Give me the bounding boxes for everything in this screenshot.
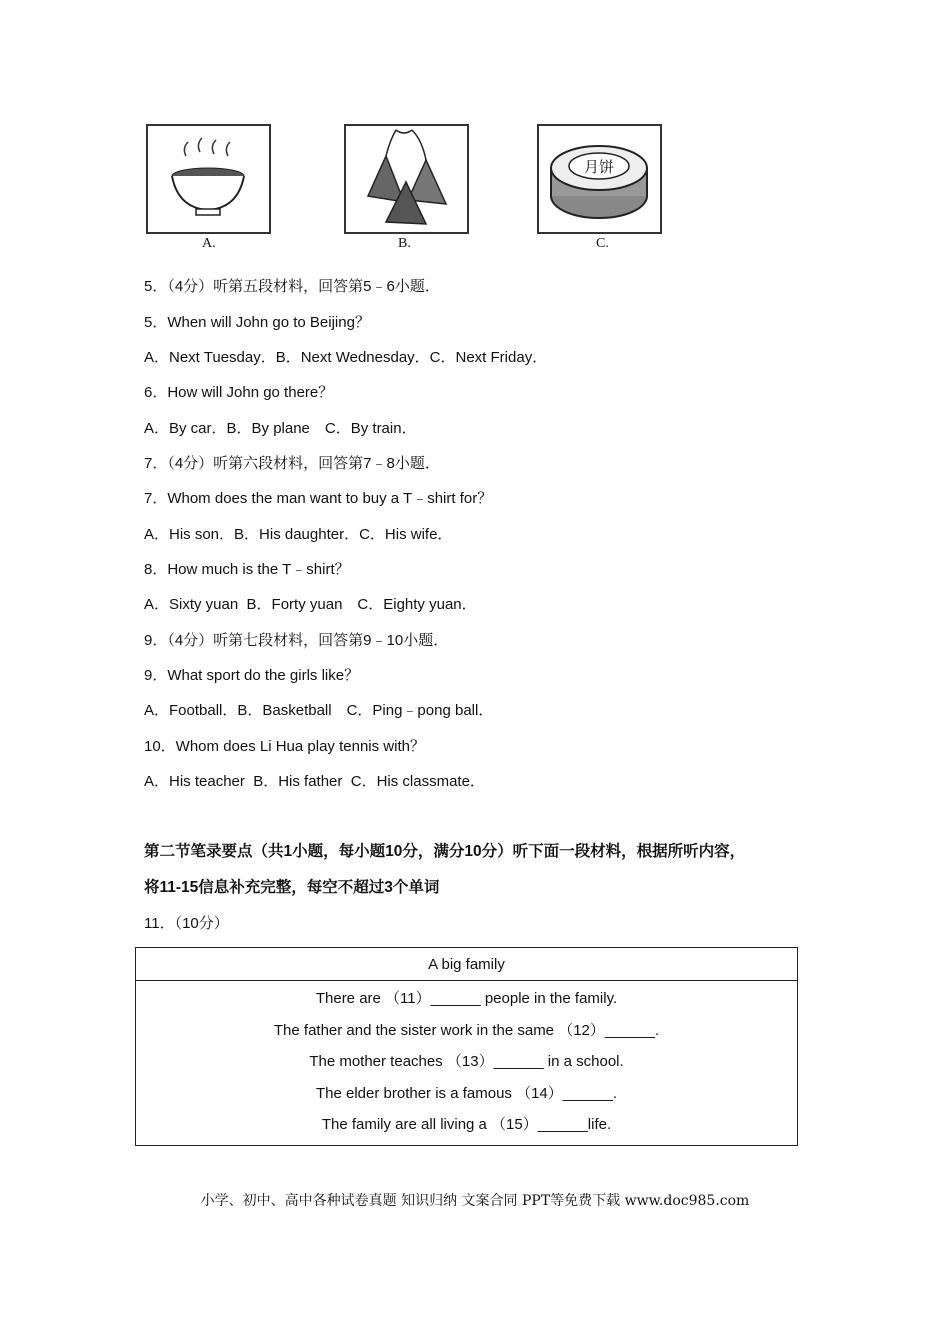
part5-instruction: 5．（4分）听第五段材料，回答第5﹣6小题． bbox=[144, 278, 440, 295]
question-8: 8．How much is the T﹣shirt？ bbox=[144, 561, 350, 578]
table-title: A big family bbox=[136, 948, 798, 981]
picture-options bbox=[144, 118, 664, 254]
noodle-bowl-icon bbox=[148, 126, 269, 232]
information-table bbox=[135, 947, 798, 1146]
table-row-11: There are （11）______ people in the family. bbox=[315, 990, 618, 1007]
picture-b-label: B. bbox=[398, 236, 411, 251]
picture-b-frame bbox=[344, 124, 469, 234]
table-row-14: The elder brother is a famous （14）______. bbox=[315, 1084, 617, 1102]
mooncake-text: 月饼 bbox=[583, 158, 615, 176]
question-6: 6．How will John go there？ bbox=[144, 384, 334, 401]
table-row-13: The mother teaches （13）______ in a school. bbox=[309, 1053, 624, 1070]
question-7: 7．Whom does the man want to buy a T﹣shirt for？ bbox=[144, 490, 493, 507]
picture-a-frame bbox=[146, 124, 271, 234]
question-11-label: 11．（10分） bbox=[144, 915, 229, 932]
picture-c-frame bbox=[537, 124, 662, 234]
question-10: 10．Whom does Li Hua play tennis with？ bbox=[144, 738, 425, 755]
part6-instruction: 7．（4分）听第六段材料，回答第7﹣8小题． bbox=[144, 455, 440, 472]
mooncake-icon bbox=[539, 126, 660, 232]
question-8-options: A．Sixty yuan B．Forty yuan C．Eighty yuan． bbox=[144, 596, 477, 613]
question-9-options: A．Football．B．Basketball C．Ping﹣pong ball． bbox=[144, 702, 494, 719]
question-5: 5．When will John go to Beijing？ bbox=[144, 314, 370, 331]
page-footer: 小学、初中、高中各种试卷真题 知识归纳 文案合同 PPT等免费下载 www.doc985.com bbox=[200, 1193, 750, 1209]
question-5-options: A．Next Tuesday．B．Next Wednesday．C．Next Friday． bbox=[144, 349, 548, 366]
section2-heading-line2: 将11-15信息补充完整，每空不超过3个单词 bbox=[144, 879, 440, 896]
question-7-options: A．His son．B．His daughter．C．His wife． bbox=[144, 526, 453, 543]
zongzi-icon bbox=[346, 126, 467, 232]
question-9: 9．What sport do the girls like？ bbox=[144, 667, 360, 684]
picture-a-label: A. bbox=[202, 236, 216, 251]
question-6-options: A．By car．B．By plane C．By train． bbox=[144, 420, 417, 437]
table-row-15: The family are all living a （15）______life. bbox=[321, 1116, 612, 1133]
question-10-options: A．His teacher B．His father C．His classmate． bbox=[144, 773, 485, 790]
section2-heading-line1: 第二节笔录要点（共1小题，每小题10分，满分10分）听下面一段材料，根据所听内容， bbox=[144, 843, 746, 860]
part7-instruction: 9．（4分）听第七段材料，回答第9﹣10小题． bbox=[144, 632, 449, 649]
picture-c-label: C. bbox=[596, 236, 609, 251]
table-row-12: The father and the sister work in the same （12）______. bbox=[273, 1021, 660, 1039]
table-body bbox=[136, 981, 798, 1146]
